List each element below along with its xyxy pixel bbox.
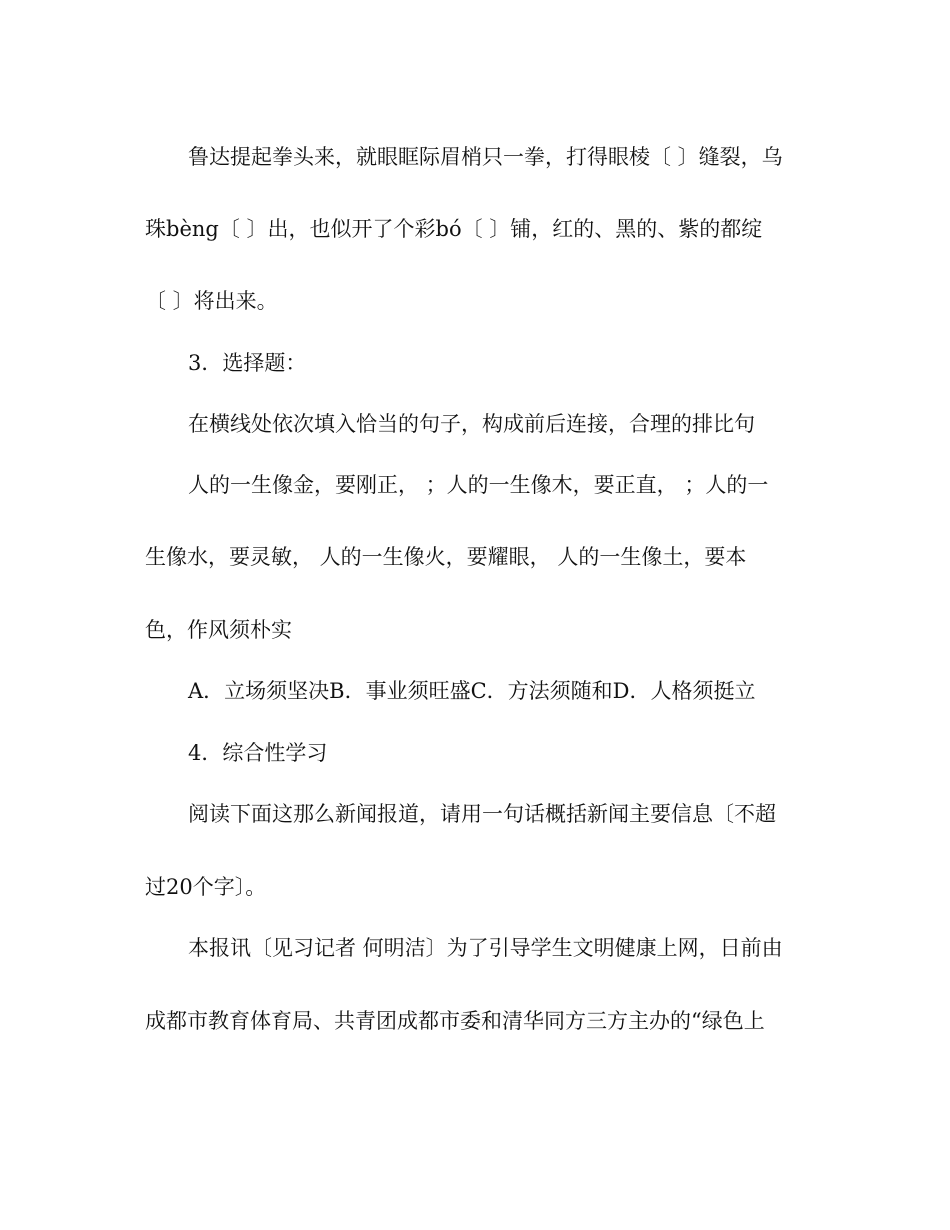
question-3-sentence-line-3: 色，作风须朴实 <box>145 618 292 642</box>
question-3-instruction: 在横线处依次填入恰当的句子，构成前后连接，合理的排比句 <box>188 412 755 436</box>
question-4-instruction-line-2: 过20个字〕。 <box>145 875 267 899</box>
question-3-sentence-line-1: 人的一生像金，要刚正， ；人的一生像木，要正直， ；人的一 <box>188 473 769 497</box>
paragraph-line-3: 〔 〕将出来。 <box>145 289 278 313</box>
paragraph-line-2: 珠bèng〔 〕出，也似开了个彩bó〔 〕铺，红的、黑的、紫的都绽 <box>145 217 763 241</box>
question-4-instruction-line-1: 阅读下面这那么新闻报道，请用一句话概括新闻主要信息〔不超 <box>188 802 776 826</box>
question-4-heading: 4．综合性学习 <box>188 741 328 765</box>
question-3-heading: 3．选择题： <box>188 351 307 375</box>
question-3-sentence-line-2: 生像水，要灵敏， 人的一生像火，要耀眼， 人的一生像土，要本 <box>145 545 747 569</box>
news-paragraph-line-1: 本报讯〔见习记者 何明洁〕为了引导学生文明健康上网，日前由 <box>188 936 783 960</box>
paragraph-line-1: 鲁达提起拳头来，就眼眶际眉梢只一拳，打得眼棱〔 〕缝裂，乌 <box>188 145 783 169</box>
news-paragraph-line-2: 成都市教育体育局、共青团成都市委和清华同方三方主办的“绿色上 <box>145 1009 765 1033</box>
question-3-options: A．立场须坚决B．事业须旺盛C．方法须随和D．人格须挺立 <box>188 679 756 703</box>
